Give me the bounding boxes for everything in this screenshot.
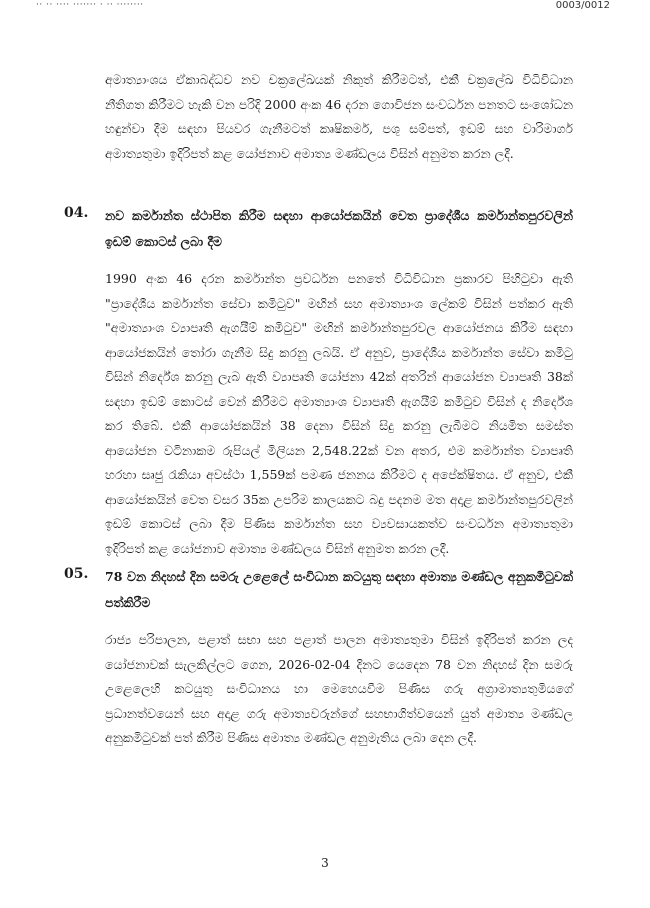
section-heading-05: 78 වන නිදහස් දින සමරු උළෙලේ සංවිධාන කටයුතු සඳහා අමාත්‍ය මණ්ඩල අනුකමිටුවක් පත්කිරීම	[105, 569, 573, 610]
section-heading-04: නව කර්මාන්ත ස්ථාපිත කිරීම සඳහා ආයෝජකයින් වෙත ප්‍රාදේශීය කර්මාන්තපුරවලින් ඉඩම් කොටස් ලබා දීම	[105, 208, 573, 249]
section-number-04: 04.	[64, 205, 89, 221]
document-reference: 0003/0012	[555, 0, 610, 11]
page-number: 3	[321, 856, 329, 870]
page-header	[0, 0, 650, 16]
paragraph-section-04: 1990 අංක 46 දරන කර්මාන්ත ප්‍රවර්ධන පනතේ විධිවිධාන ප්‍රකාරව පිහිටුවා ඇති "ප්‍රාදේශීය කර්මාන්ත සේවා කමිටුව" මඟින් සහ අමාත්‍යාංශ ලේකම් විසින් පත්කර ඇති "අමාත්‍යාංශ ව්‍යාපෘති ඇගයීම් කමිටුව" මඟින් කර්මාන්තපුරවල ආයෝජනය කිරීම සඳහා ආයෝජකයින් තෝරා ගැනීම සිදු කරනු ලබයි. ඒ අනුව, ප්‍රාදේශීය කර්මාන්ත සේවා කමිටු විසින් නිර්දේශ කරනු ලැබ ඇති ව්‍යාපෘති යෝජනා 42ක් අතරින් ආයෝජන ව්‍යාපෘති 38ක් සඳහා ඉඩම් කොටස් වෙන් කිරීමට අමාත්‍යාංශ ව්‍යාපෘති ඇගයීම් කමිටුව විසින් ද නිර්දේශ කර තිබේ. එකී ආයෝජකයින් 38 දෙනා විසින් සිදු කරනු ලැබීමට නියමිත සමස්ත ආයෝජන වටිනාකම රුපියල් මිලියන 2,548.22ක් වන අතර, එම කර්මාන්ත ව්‍යාපෘති හරහා සෘජු රැකියා අවස්ථා 1,559ක් පමණ ජනනය කිරීමට ද අපේක්ෂිතය. ඒ අනුව, එකී ආයෝජකයින් වෙත වසර 35ක උපරිම කාලයකට බදු පදනම මත අදාළ කර්මාන්තපුරවලින් ඉඩම් කොටස් ලබා දීම පිණිස කර්මාන්ත සහ ව්‍යවසායකත්ව සංවර්ධන අමාත්‍යතුමා ඉදිරිපත් කළ යෝජනාව අමාත්‍ය මණ්ඩලය විසින් අනුමත කරන ලදී.	[105, 271, 573, 556]
paragraph-section-05: රාජ්‍ය පරිපාලන, පළාත් සභා සහ පළාත් පාලන අමාත්‍යතුමා විසින් ඉදිරිපත් කරන ලද යෝජනාවක් සැලකිල්ලට ගෙන, 2026-02-04 දිනට යෙදෙන 78 වන නිදහස් දින සමරු උළෙලෙහි කටයුතු සංවිධානය හා මෙහෙයවීම පිණිස ගරු අග්‍රාමාත්‍යතුමියගේ ප්‍රධානත්වයෙන් සහ අදාළ ගරු අමාත්‍යවරුන්ගේ සහභාගිත්වයෙන් යුත් අමාත්‍ය මණ්ඩල අනුකමිටුවක් පත් කිරීම පිණිස අමාත්‍ය මණ්ඩල අනුමැතිය ලබා දෙන ලදී.	[105, 632, 573, 745]
paragraph-continued: අමාත්‍යාංශය ඒකාබද්ධව නව චක්‍රලේඛයක් නිකුත් කිරීමටත්, එකී චක්‍රලේඛ විධිවිධාන නීතිගත කිරීමට හැකි වන පරිදි 2000 අංක 46 දරන ගොවිජන සංවර්ධන පනතට සංශෝධන හඳුන්වා දීම සඳහා පියවර ගැනීමටත් කෘෂිකර්ම, පශු සම්පත්, ඉඩම් සහ වාරිමාර්ග අමාත්‍යතුමා ඉදිරිපත් කළ යෝජනාව අමාත්‍ය මණ්ඩලය විසින් අනුමත කරන ලදී.	[105, 72, 573, 161]
section-number-05: 05.	[64, 566, 89, 582]
header-left-text: ·· ·· ···· ······· · ·· ········	[36, 0, 144, 10]
